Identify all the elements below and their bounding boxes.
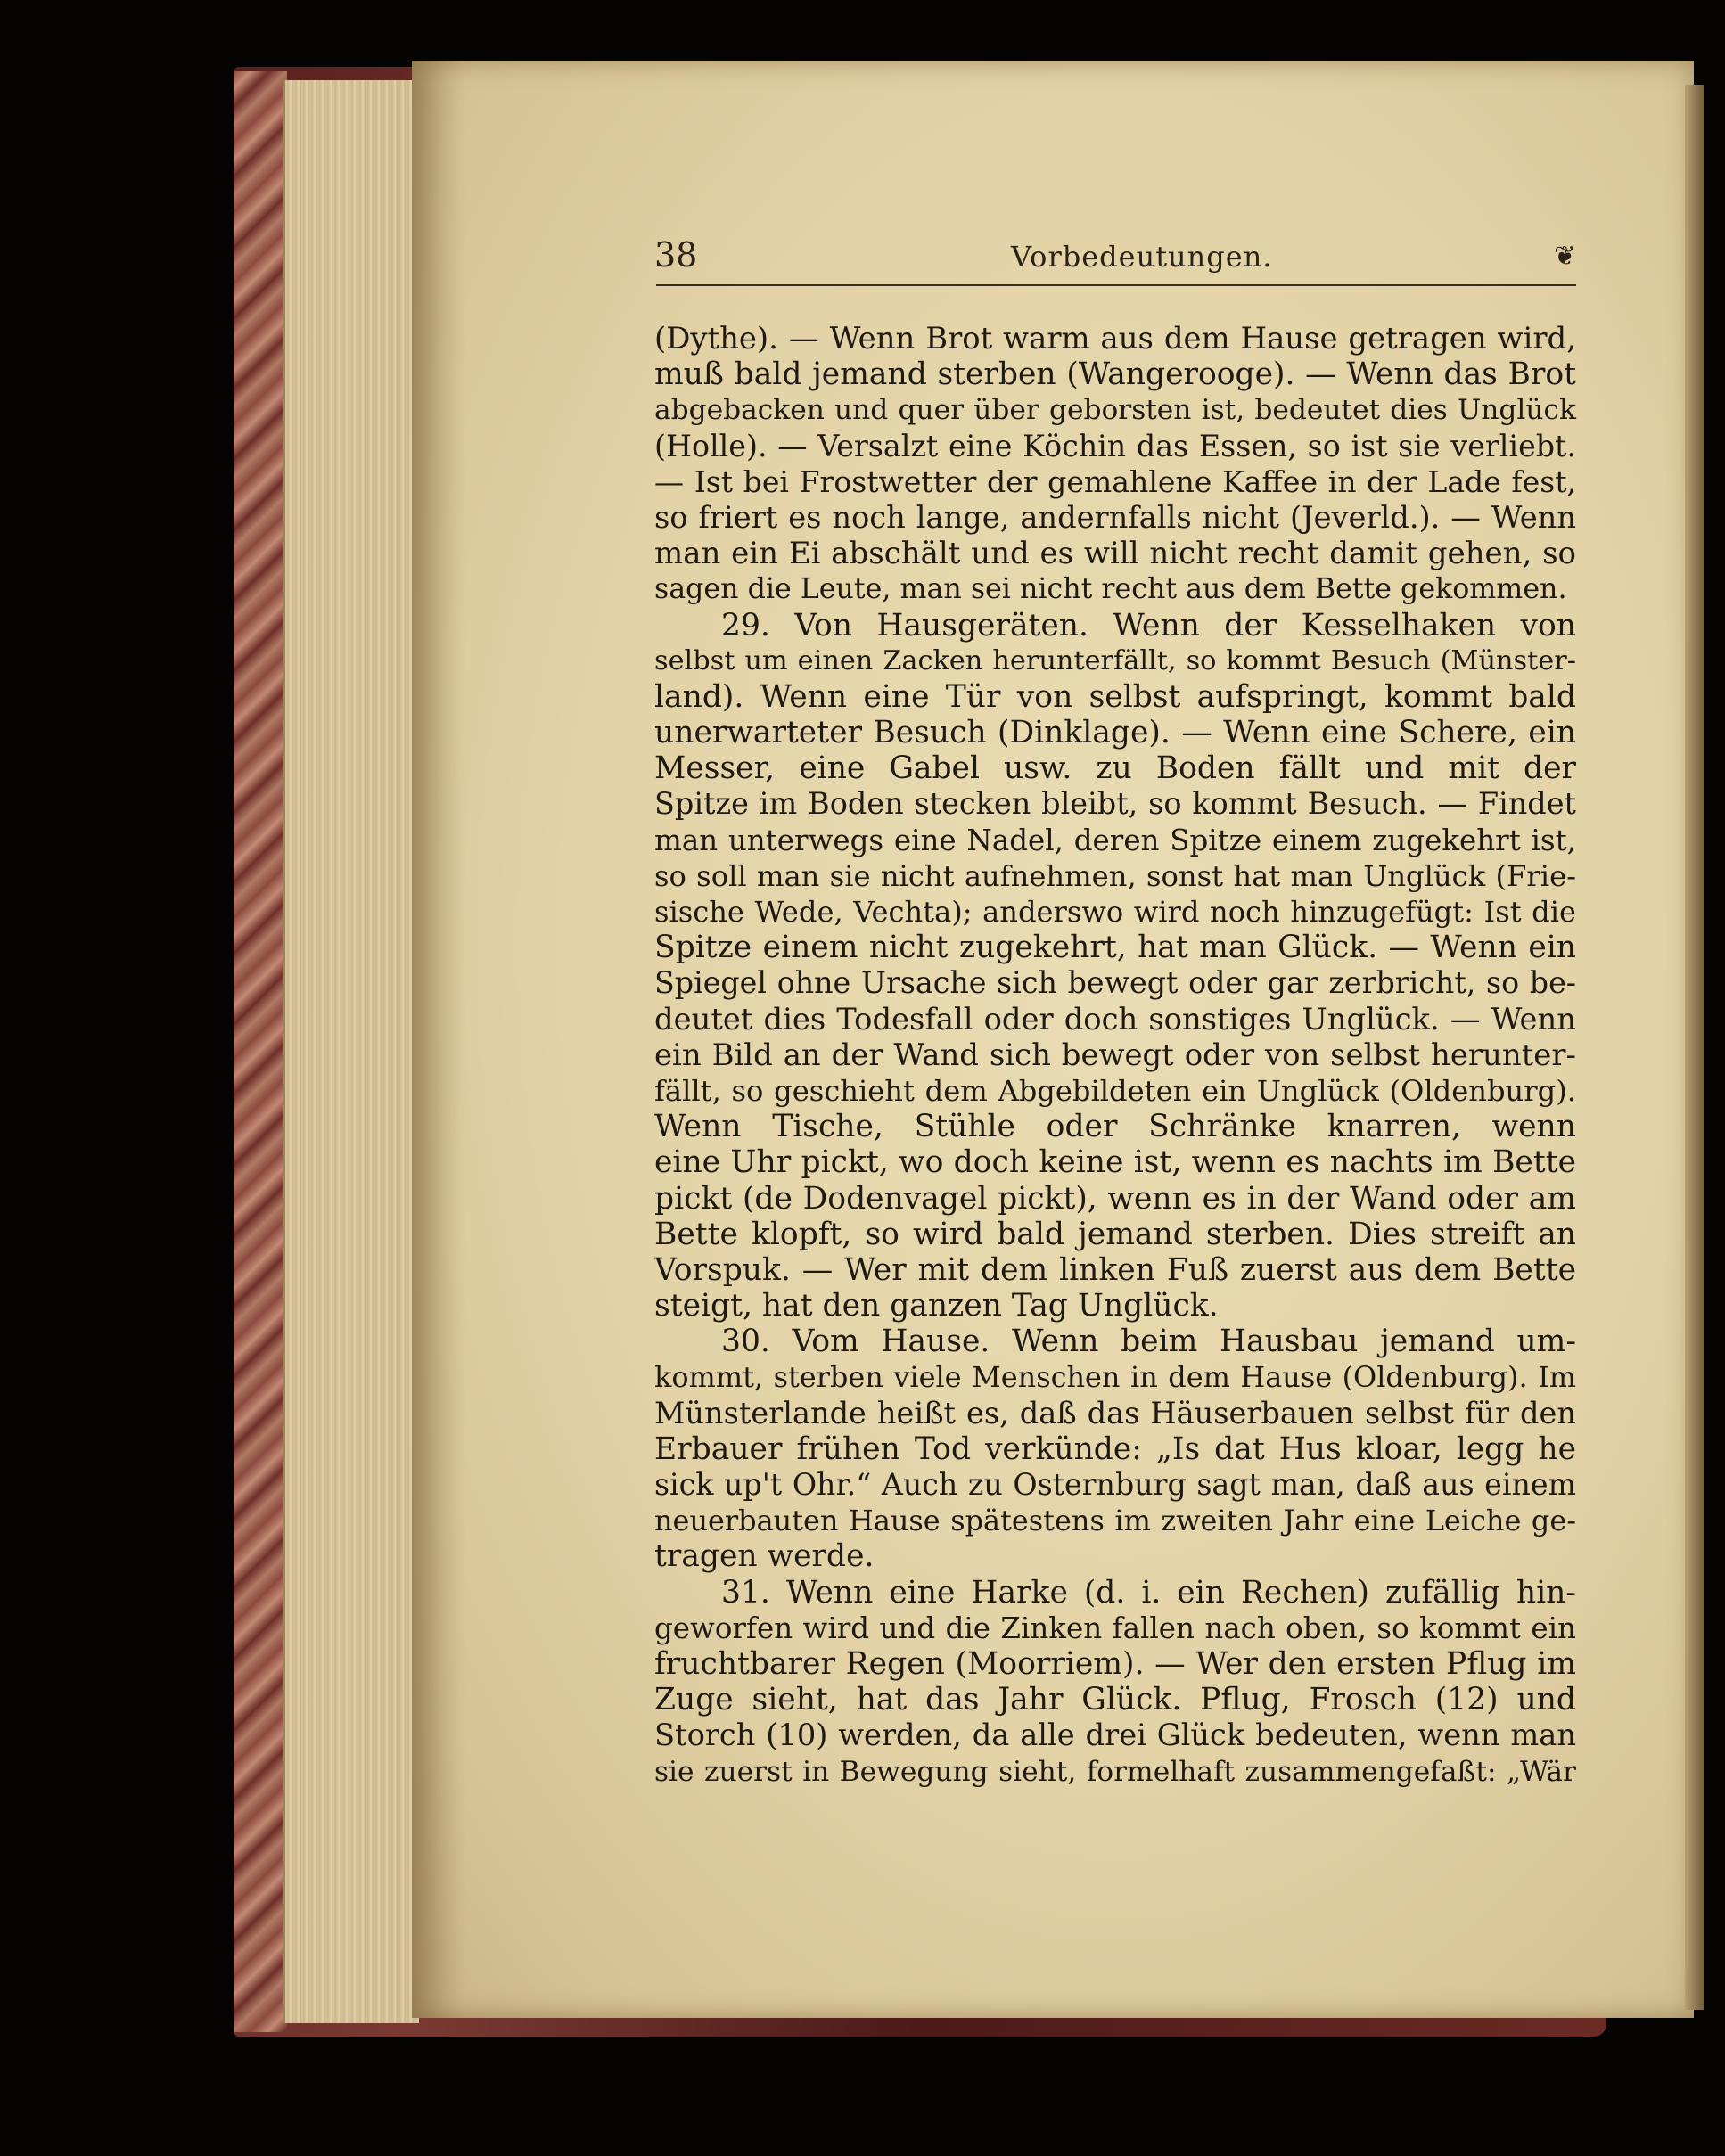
text-line: Spitze einem nicht zugekehrt, hat man Glück. — Wenn ein	[654, 930, 1576, 966]
text-line: so soll man sie nicht aufnehmen, sonst hat man Unglück (Frie-	[654, 858, 1576, 893]
text-line: Münsterlande heißt es, daß das Häuserbauen selbst für den	[654, 1395, 1576, 1431]
text-line: neuerbauten Hause spätestens im zweiten Jahr eine Leiche ge-	[654, 1504, 1576, 1538]
text-line: steigt, hat den ganzen Tag Unglück.	[654, 1288, 1219, 1324]
text-line: Erbauer frühen Tod verkünde: „Is dat Hus kloar, legg he	[654, 1431, 1576, 1467]
text-line: geworfen wird und die Zinken fallen nach oben, so kommt ein	[654, 1611, 1576, 1645]
body-text	[654, 321, 1576, 1790]
text-line: selbst um einen Zacken herunterfällt, so kommt Besuch (Münster-	[654, 644, 1576, 676]
text-line: Spiegel ohne Ursache sich bewegt oder gar zerbricht, so be-	[654, 965, 1576, 1001]
text-line: fällt, so geschieht dem Abgebildeten ein Unglück (Oldenburg).	[654, 1073, 1576, 1108]
text-line: eine Uhr pickt, wo doch keine ist, wenn es nachts im Bette	[654, 1144, 1576, 1181]
page-right-edge	[1685, 85, 1704, 2010]
text-line: 30. Vom Hause. Wenn beim Hausbau jemand um-	[721, 1324, 1576, 1360]
text-line: sie zuerst in Bewegung sieht, formelhaft zusammengefaßt: „Wär	[654, 1755, 1576, 1788]
ornament-icon: ❦	[1553, 241, 1576, 272]
header-rule	[656, 284, 1576, 286]
text-line: ein Bild an der Wand sich bewegt oder von selbst herunter-	[654, 1037, 1576, 1072]
text-line: Bette klopft, so wird bald jemand sterben. Dies streift an	[654, 1216, 1576, 1252]
page-edges	[283, 80, 419, 2023]
text-line: Wenn Tische, Stühle oder Schränke knarren, wenn	[654, 1109, 1576, 1145]
text-line: sagen die Leute, man sei nicht recht aus dem Bette gekommen.	[654, 573, 1567, 606]
text-line: sische Wede, Vechta); anderswo wird noch hinzugefügt: Ist die	[654, 895, 1576, 929]
text-line: man unterwegs eine Nadel, deren Spitze einem zugekehrt ist,	[654, 823, 1576, 857]
text-line: Vorspuk. — Wer mit dem linken Fuß zuerst aus dem Bette	[654, 1251, 1576, 1288]
text-line: kommt, sterben viele Menschen in dem Hause (Oldenburg). Im	[654, 1360, 1576, 1395]
text-line: (Dythe). — Wenn Brot warm aus dem Hause getragen wird,	[654, 321, 1576, 356]
marbled-endpaper	[234, 71, 287, 2032]
text-line: tragen werde.	[654, 1538, 875, 1575]
text-line: Messer, eine Gabel usw. zu Boden fällt und mit der	[654, 750, 1576, 787]
text-line: land). Wenn eine Tür von selbst aufspringt, kommt bald	[654, 678, 1576, 715]
text-line: unerwarteter Besuch (Dinklage). — Wenn eine Schere, ein	[654, 715, 1576, 751]
text-line: muß bald jemand sterben (Wangerooge). — Wenn das Brot	[654, 357, 1576, 393]
text-line: Spitze im Boden stecken bleibt, so kommt Besuch. — Findet	[654, 786, 1576, 822]
text-line: Storch (10) werden, da alle drei Glück bedeuten, wenn man	[654, 1717, 1576, 1753]
text-line: pickt (de Dodenvagel pickt), wenn es in der Wand oder am	[654, 1180, 1576, 1217]
text-line: 31. Wenn eine Harke (d. i. ein Rechen) zufällig hin-	[721, 1574, 1576, 1611]
page-fold-shadow	[412, 61, 465, 2018]
text-line: man ein Ei abschält und es will nicht recht damit gehen, so	[654, 536, 1576, 572]
text-line: Zuge sieht, hat das Jahr Glück. Pflug, Frosch (12) und	[654, 1682, 1576, 1718]
text-line: deutet dies Todesfall oder doch sonstiges Unglück. — Wenn	[654, 1001, 1576, 1037]
text-line: 29. Von Hausgeräten. Wenn der Kesselhaken von	[721, 607, 1576, 644]
text-line: sick up't Ohr.“ Auch zu Osternburg sagt man, daß aus einem	[654, 1467, 1576, 1502]
page-header	[654, 234, 1576, 287]
text-line: so friert es noch lange, andernfalls nicht (Jeverld.). — Wenn	[654, 499, 1576, 535]
running-head: Vorbedeutungen.	[1011, 240, 1273, 274]
page-number: 38	[654, 235, 698, 275]
text-line: (Holle). — Versalzt eine Köchin das Essen, so ist sie verliebt.	[654, 428, 1576, 463]
text-line: — Ist bei Frostwetter der gemahlene Kaffee in der Lade fest,	[654, 463, 1576, 499]
text-line: abgebacken und quer über geborsten ist, bedeutet dies Unglück	[654, 394, 1576, 427]
text-line: fruchtbarer Regen (Moorriem). — Wer den ersten Pflug im	[654, 1645, 1576, 1682]
